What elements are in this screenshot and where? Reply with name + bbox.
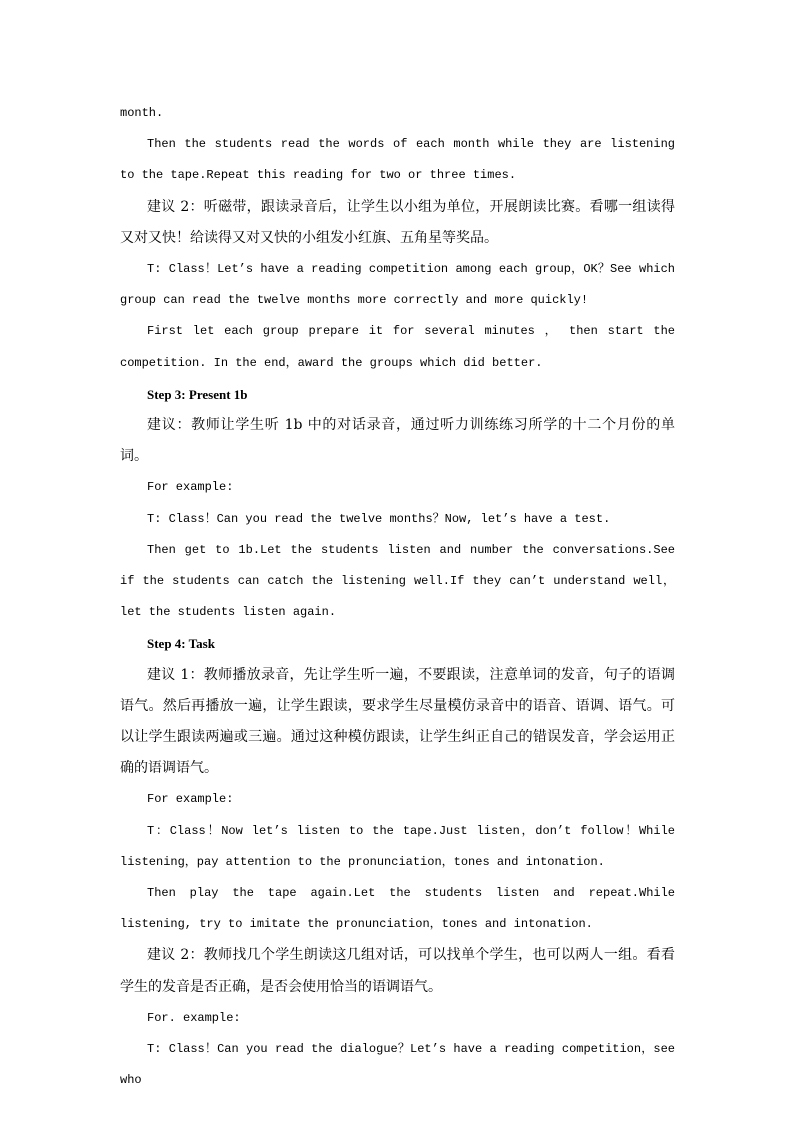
paragraph-for-example: For example: — [147, 480, 234, 495]
paragraph-suggestion-1b: 建议：教师让学生听 1b 中的对话录音，通过听力训练练习所学的十二个月份的单词。 — [120, 417, 675, 465]
paragraph-play-again: Then play the tape again.Let the students listen and repeat.While listening, try to imitate the pronunciation，tones and intonation. — [120, 886, 675, 932]
paragraph-twelve-months: T: Class！Can you read the twelve months？Now, let’s have a test. — [147, 511, 611, 526]
paragraph-get-to-1b: Then get to 1b.Let the students listen and number the conversations.See if the students can catch the listening well.If they can’t understand well，let the students listen again. — [120, 542, 675, 620]
paragraph-for-example-2: For example: — [147, 792, 234, 807]
heading-step-3: Step 3: Present 1b — [147, 386, 248, 402]
paragraph-read-words: Then the students read the words of each month while they are listening to the tape.Repeat this reading for two or three times. — [120, 137, 675, 183]
document-body — [120, 98, 675, 1097]
paragraph-suggestion-2: 建议 2：听磁带，跟读录音后，让学生以小组为单位，开展朗读比赛。看哪一组读得又对又快！给读得又对又快的小组发小红旗、五角星等奖品。 — [120, 198, 675, 246]
heading-step-4: Step 4: Task — [147, 636, 215, 652]
paragraph-month-end: month. — [120, 106, 164, 120]
paragraph-reading-competition: T: Class！Let’s have a reading competition among each group，OK？See which group can read the twelve months more correctly and more quickly! — [120, 262, 675, 308]
paragraph-suggestion-task-1: 建议 1：教师播放录音，先让学生听一遍，不要跟读，注意单词的发音，句子的语调语气。然后再播放一遍，让学生跟读，要求学生尽量模仿录音中的语音、语调、语气。可以让学生跟读两遍或三遍。通过这种模仿跟读，让学生纠正自己的错误发音，学会运用正确的语调语气。 — [120, 666, 675, 777]
paragraph-read-dialogue: T: Class！Can you read the dialogue？Let’s have a reading competition，see who — [120, 1042, 675, 1088]
paragraph-for-example-3: For. example: — [147, 1010, 241, 1025]
paragraph-prepare: First let each group prepare it for several minutes ， then start the competition. In the end，award the groups which did better. — [120, 324, 675, 370]
paragraph-suggestion-task-2: 建议 2：教师找几个学生朗读这几组对话，可以找单个学生，也可以两人一组。看看学生的发音是否正确，是否会使用恰当的语调语气。 — [120, 947, 675, 995]
paragraph-listen-tape: T：Class！Now let’s listen to the tape.Just listen，don’t follow！While listening，pay attention to the pronunciation，tones and intonation. — [120, 823, 675, 869]
